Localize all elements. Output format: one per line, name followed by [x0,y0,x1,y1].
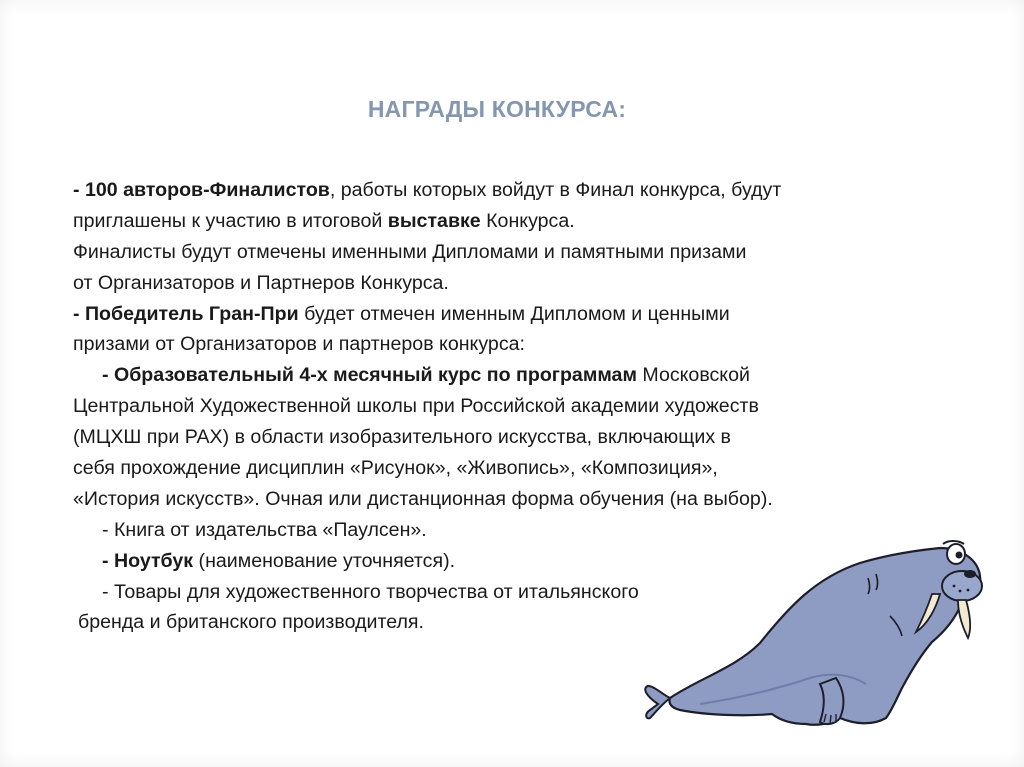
walrus-tusk-right [958,600,970,638]
walrus-pupil [956,552,963,559]
text-span: «История искусств». Очная или дистанционная форма обучения (на выбор). [73,487,773,510]
text-span: Финалисты будут отмечены именными Дипломами и памятными призами [73,240,747,263]
text-span: себя прохождение дисциплин «Рисунок», «Живопись», «Композиция», [73,457,718,480]
slide-title: НАГРАДЫ КОНКУРСА: [367,96,627,122]
text-line-5 [73,299,943,330]
finalists-bold: - 100 авторов-Финалистов [73,179,330,201]
text-line-3 [73,237,943,268]
text-span: будет отмечен именным Дипломом и ценными [298,302,730,325]
exhibition-bold: выставке [387,209,481,232]
walrus-snout [942,571,982,601]
text-line-6 [73,329,943,360]
text-span: призами от Организаторов и партнеров конкурса: [73,333,525,356]
grand-prix-bold: - Победитель Гран-При [73,302,299,325]
text-line-8 [73,391,943,422]
text-line-7 [73,360,943,391]
laptop-bold: - Ноутбук [102,549,194,572]
walrus-tail [645,686,670,718]
text-line-10 [73,453,943,484]
text-span: , работы которых войдут в Финал конкурса, будут [329,179,782,201]
text-span: Конкурса. [480,209,575,232]
walrus-flipper [820,678,843,724]
walrus-cartoon-icon [640,528,990,738]
text-line-4 [73,268,943,299]
text-span: (наименование уточняется). [193,549,456,572]
text-line-9 [73,422,943,453]
text-span: бренда и британского производителя. [78,611,424,634]
course-bold: - Образовательный 4-х месячный курс по программам [102,364,637,387]
text-line-2 [73,206,943,237]
text-span: Центральной Художественной школы при Российской академии художеств [73,395,759,418]
text-span: - Книга от издательства «Паулсен». [102,518,427,541]
text-span: от Организаторов и Партнеров Конкурса. [73,271,449,294]
text-span: приглашены к участию в итоговой [73,209,388,232]
text-span: (МЦХШ при РАХ) в области изобразительного искусства, включающих в [73,426,731,449]
text-line-11 [73,484,943,515]
text-span: Московской [636,364,750,387]
text-line-1 [73,175,943,206]
text-span: - Товары для художественного творчества от итальянского [102,580,639,603]
walrus-nose [964,570,976,578]
